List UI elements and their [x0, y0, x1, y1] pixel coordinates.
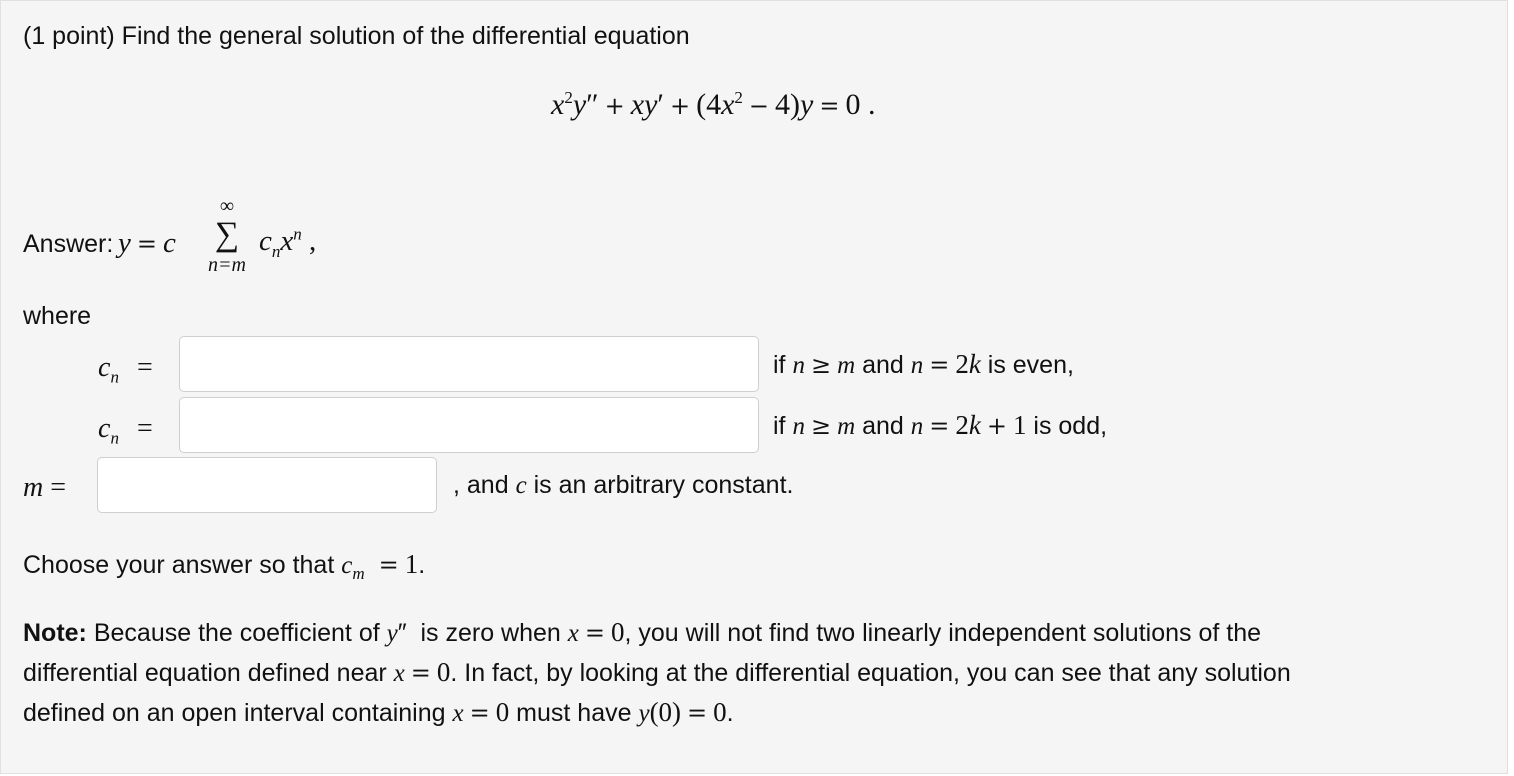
note-line-2: differential equation defined near x = 0. In fact, by looking at the differential equation, you can see that any solution [23, 657, 1291, 687]
condition-odd: if n ≥ m and n = 2k + 1 is odd, [773, 410, 1108, 440]
m-label: m = [23, 472, 67, 503]
cn-label-even: $c_n$ = [98, 352, 153, 387]
answer-y-equals: y = c [118, 227, 176, 259]
m-input[interactable] [97, 457, 437, 513]
sigma-symbol: ∞ ∑ n=m [208, 195, 246, 276]
cn-label-odd: $c_n$ = [98, 413, 153, 448]
cn-odd-input[interactable] [179, 397, 759, 453]
where-label: where [23, 302, 92, 330]
condition-even: if n ≥ m and n = 2k is even, [773, 349, 1074, 379]
arbitrary-constant-text: , and c is an arbitrary constant. [453, 471, 794, 499]
note-label: Note: [23, 619, 87, 647]
note-line-1: Note: Because the coefficient of y″ is zero when x = 0, you will not find two linearly independent solutions of the [23, 617, 1261, 647]
problem-points: (1 point) [23, 22, 115, 50]
choose-instruction: Choose your answer so that $c_m = 1$. [23, 549, 426, 583]
sum-term: $c_nx^n$ , [259, 224, 317, 261]
differential-equation: $x^2y'' + xy' + (4x^2 - 4)y = 0$ . [551, 88, 876, 121]
cn-even-input[interactable] [179, 336, 759, 392]
note-line-3: defined on an open interval containing x = 0 must have y(0) = 0. [23, 697, 734, 727]
problem-text: Find the general solution of the differential equation [121, 22, 690, 50]
answer-label: Answer: [23, 230, 114, 258]
problem-prompt [23, 21, 690, 51]
